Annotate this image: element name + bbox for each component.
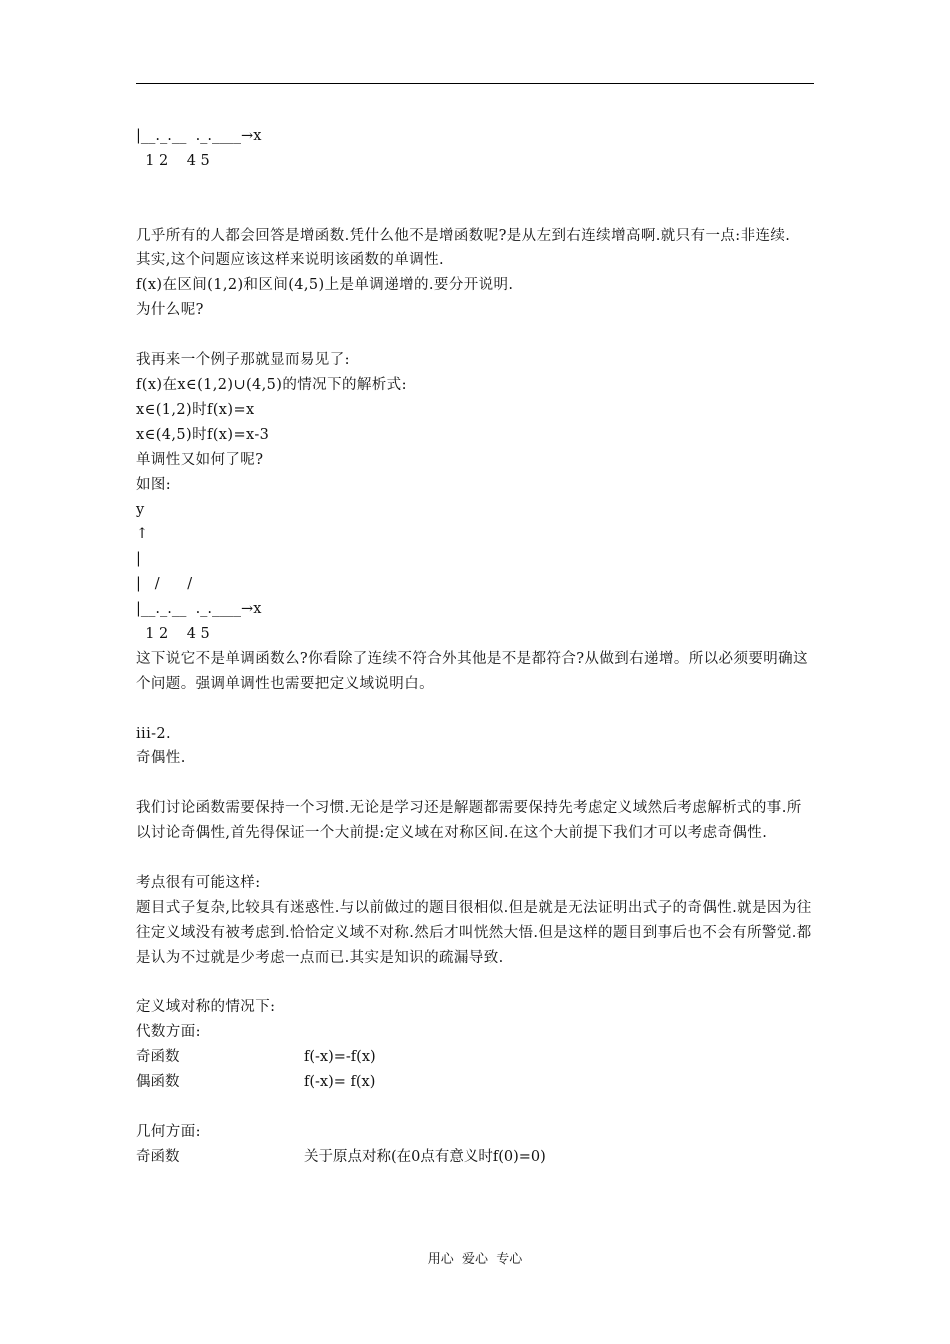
definition-row <box>136 1145 816 1170</box>
definition-value: 关于原点对称(在0点有意义时f(0)=0) <box>304 1148 546 1165</box>
graph2-ticks: 1 2 4 5 <box>136 625 210 642</box>
page-footer: 用心 爱心 专心 <box>427 1252 523 1267</box>
paragraph: 几乎所有的人都会回答是增函数.凭什么他不是增函数呢?是从左到右连续增高啊.就只有一点:非连续. <box>136 227 791 244</box>
graph2-y-label: y <box>136 501 145 518</box>
definition-row <box>136 1070 816 1095</box>
paragraph: 考点很有可能这样: <box>136 874 261 891</box>
subheading: 几何方面: <box>136 1123 201 1140</box>
section-number: iii-2. <box>136 725 172 742</box>
header-rule <box>136 83 814 84</box>
definition-value: f(-x)=-f(x) <box>304 1049 376 1066</box>
paragraph: 为什么呢? <box>136 302 204 319</box>
graph2-slopes: | / / <box>136 576 193 593</box>
definition-term: 偶函数 <box>136 1074 180 1091</box>
definition-term: 奇函数 <box>136 1148 180 1165</box>
subheading: 定义域对称的情况下: <box>136 999 276 1016</box>
paragraph: 这下说它不是单调函数么?你看除了连续不符合外其他是不是都符合?从做到右递增。所以必须要明确这个问题。强调单调性也需要把定义域说明白。 <box>136 650 808 692</box>
graph2-bar: | <box>136 551 141 568</box>
paragraph: 题目式子复杂,比较具有迷惑性.与以前做过的题目很相似.但是就是无法证明出式子的奇偶性.就是因为往往定义域没有被考虑到.恰恰定义域不对称.然后才叫恍然大悟.但是这样的题目到事后也不会有所警觉.都是认为不过就是少考虑一点而已.其实是知识的疏漏导致. <box>136 899 812 966</box>
paragraph: 如图: <box>136 476 172 493</box>
section-title: 奇偶性. <box>136 750 186 767</box>
graph2-arrow: ↑ <box>136 526 149 543</box>
formula-line: x∈(4,5)时f(x)=x-3 <box>136 426 270 443</box>
graph1-ticks: 1 2 4 5 <box>136 152 210 169</box>
document-body <box>136 124 816 1170</box>
paragraph: f(x)在区间(1,2)和区间(4,5)上是单调递增的.要分开说明. <box>136 277 514 294</box>
subheading: 代数方面: <box>136 1024 201 1041</box>
graph2-axis: |__._.__ ._.____→x <box>136 601 262 618</box>
graph1-axis: |__._.__ ._.____→x <box>136 128 262 144</box>
definition-value: f(-x)= f(x) <box>304 1074 376 1091</box>
paragraph: 我们讨论函数需要保持一个习惯.无论是学习还是解题都需要保持先考虑定义域然后考虑解析式的事.所以讨论奇偶性,首先得保证一个大前提:定义域在对称区间.在这个大前提下我们才可以考虑奇偶性. <box>136 800 802 842</box>
paragraph: 其实,这个问题应该这样来说明该函数的单调性. <box>136 252 445 269</box>
definition-term: 奇函数 <box>136 1049 180 1066</box>
formula-line: f(x)在x∈(1,2)∪(4,5)的情况下的解析式: <box>136 376 407 393</box>
paragraph: 单调性又如何了呢? <box>136 451 264 468</box>
formula-line: x∈(1,2)时f(x)=x <box>136 401 255 418</box>
definition-row <box>136 1045 816 1070</box>
paragraph: 我再来一个例子那就显而易见了: <box>136 352 350 369</box>
